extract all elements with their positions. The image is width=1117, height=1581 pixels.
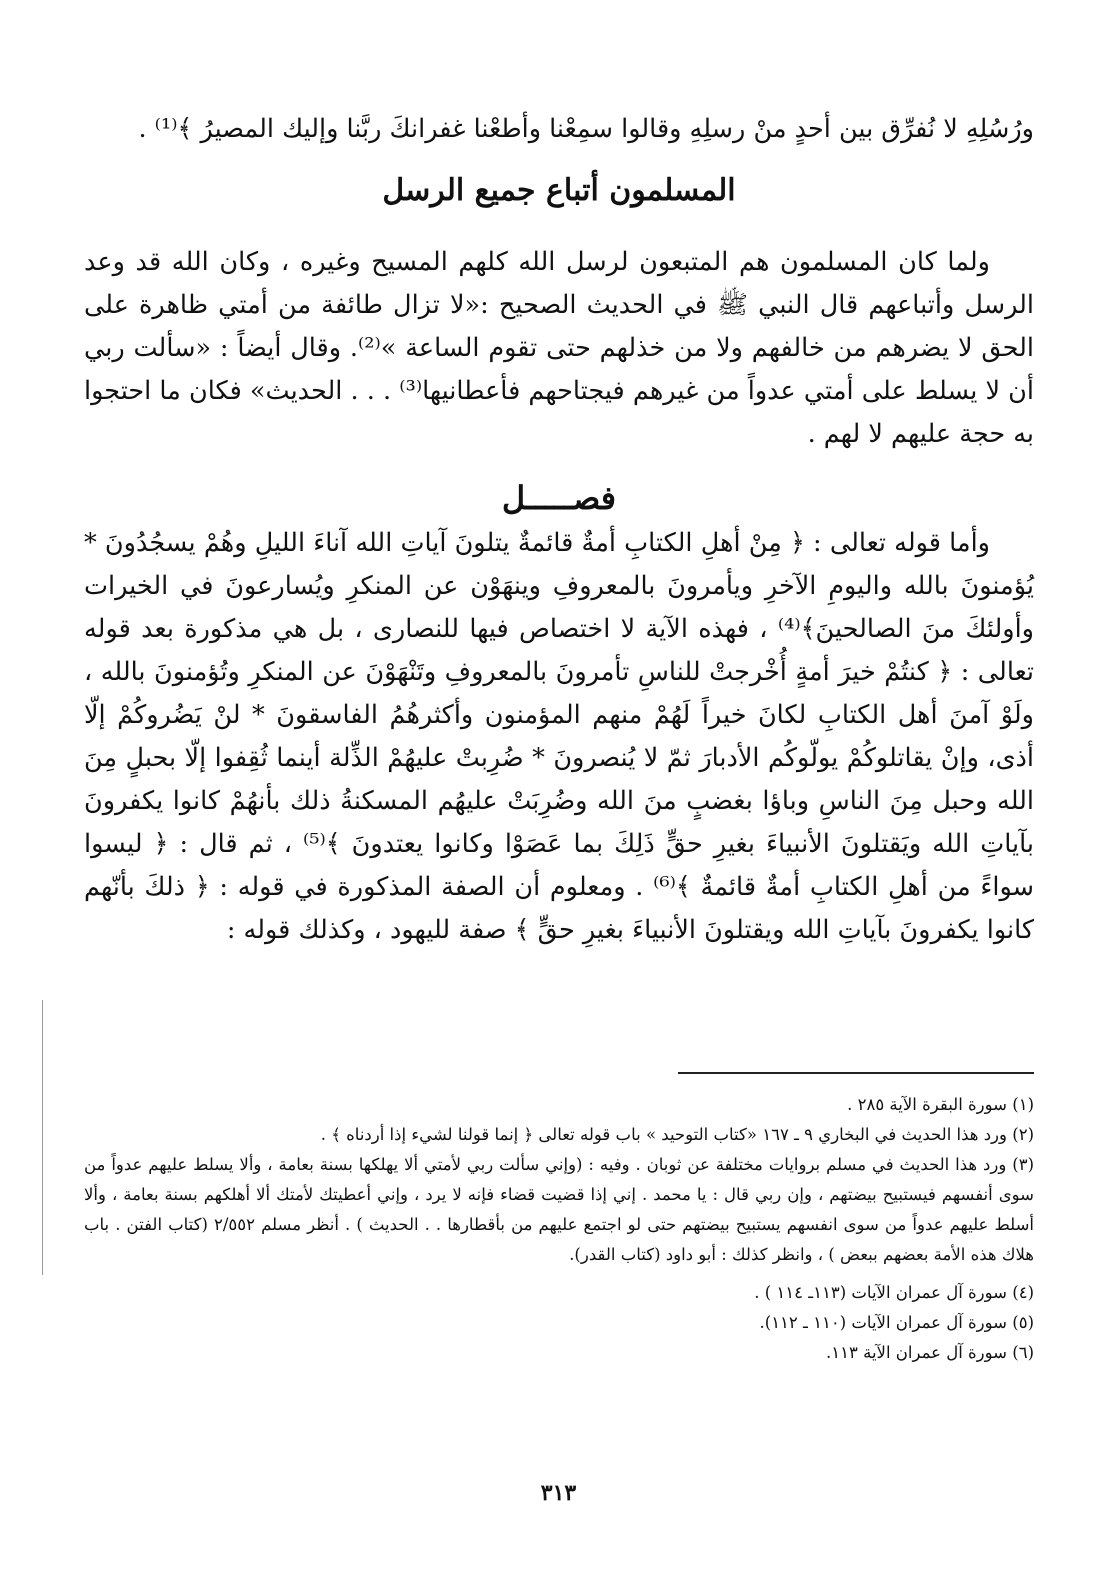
page-body: [84, 108, 1034, 952]
footnote-6: (٦) سورة آل عمران الآية ١١٣.: [826, 1343, 1034, 1362]
scan-margin-line: [42, 1000, 43, 1275]
footnote-3: (٣) ورد هذا الحديث في مسلم بروايات مختلفة عن ثوبان . وفيه : (وإني سألت ربي لأمتي ألا يهلكها بسنة بعامة ، وألا يسلط عليهم عدواً من سوى أنفسهم فيستبيح بيضتهم ، وإن ربي قال : يا محمد . إني إذا قضيت قضاء فإنه لا يرد ، وإني أعطيتك لأمتك ألا أهلكهم بسنة بعامة ، وألا أسلط عليهم عدواً من سوى انفسهم يستبيح بيضتهم حتى لو اجتمع عليهم من بأقطارها . . الحديث ) . أنظر مسلم ٢/٥٥٢ (كتاب الفتن . باب هلاك هذه الأمة بعضهم ببعض ) ، وانظر كذلك : أبو داود (كتاب القدر).: [84, 1155, 1034, 1264]
opening-verse-line: ورُسُلِهِ لا نُفرِّق بين أحدٍ منْ رسلِهِ وقالوا سمِعْنا وأطعْنا غفرانكَ ربَّنا وإليك المصيرُ ﴾⁽¹⁾ .: [138, 114, 1034, 144]
section-paragraph-fasl: وأما قوله تعالى : ﴿ مِنْ أهلِ الكتابِ أمةٌ قائمةٌ يتلونَ آياتِ الله آناءَ الليلِ وهُمْ يسجُدُونَ * يُؤمنونَ بالله واليومِ الآخرِ ويأمرونَ بالمعروفِ وينهَوْن عن المنكرِ ويُسارعونَ في الخيرات وأولئكَ منَ الصالحينَ﴾⁽⁴⁾ ، فهذه الآية لا اختصاص فيها للنصارى ، بل هي مذكورة بعد قوله تعالى : ﴿ كنتُمْ خيرَ أمةٍ أُخْرجتْ للناسِ تأمرونَ بالمعروفِ وتَنْهَوْنَ عن المنكرِ وتُؤمنونَ بالله ، ولَوْ آمنَ أهل الكتابِ لكانَ خيراً لَهُمْ منهم المؤمنون وأكثرهُمُ الفاسقونَ * لنْ يَضُروكُمْ إلّا أذى، وإنْ يقاتلوكُمْ يولّوكُم الأدبارَ ثمّ لا يُنصرونَ * ضُرِبتْ عليهُمْ الذِّلة أينما ثُقِفوا إلّا بحبلٍ مِنَ الله وحبل مِنَ الناسِ وباؤا بغضبٍ منَ الله وضُرِبَتْ عليهُم المسكنةُ ذلك بأنهُمْ كانوا يكفرونَ بآياتِ الله ويَقتلونَ الأنبياءَ بغيرِ حقٍّ ذَلِكَ بما عَصَوْا وكانوا يعتدونَ ﴾⁽⁵⁾ ، ثم قال : ﴿ ليسوا سواءً من أهلِ الكتابِ أمةٌ قائمةٌ ﴾⁽⁶⁾ . ومعلوم أن الصفة المذكورة في قوله : ﴿ ذلكَ بأنّهم كانوا يكفرونَ بآياتِ الله ويقتلونَ الأنبياءَ بغيرِ حقٍّ ﴾ صفة لليهود ، وكذلك قوله :: [84, 528, 1035, 945]
footnote-4: (٤) سورة آل عمران الآيات (١١٣ـ ١١٤ ) .: [754, 1283, 1034, 1302]
footnote-2: (٢) ورد هذا الحديث في البخاري ٩ ـ ١٦٧ «كتاب التوحيد » باب قوله تعالى ﴿ إنما قولنا لشيء إذا أردناه ﴾ .: [320, 1125, 1034, 1144]
footnote-1: (١) سورة البقرة الآية ٢٨٥ .: [847, 1095, 1034, 1114]
footnote-separator: [678, 1072, 1034, 1074]
section-heading-fasl: فصـــــل: [501, 479, 617, 517]
footnotes: [84, 1090, 1034, 1368]
footnote-5: (٥) سورة آل عمران الآيات (١١٠ ـ ١١٢).: [759, 1313, 1034, 1332]
section-paragraph-muslims: ولما كان المسلمون هم المتبعون لرسل الله كلهم المسيح وغيره ، وكان الله قد وعد الرسل وأتباعهم قال النبي ﷺ في الحديث الصحيح :«لا تزال طائفة من أمتي ظاهرة على الحق لا يضرهم من خالفهم ولا من خذلهم حتى تقوم الساعة »⁽²⁾. وقال أيضاً : «سألت ربي أن لا يسلط على أمتي عدواً من غيرهم فيجتاحهم فأعطانيها⁽³⁾ . . . الحديث» فكان ما احتجوا به حجة عليهم لا لهم .: [84, 247, 1034, 449]
page-number: ٣١٣: [540, 1480, 577, 1506]
section-heading-muslims: المسلمون أتباع جميع الرسل: [382, 173, 736, 208]
